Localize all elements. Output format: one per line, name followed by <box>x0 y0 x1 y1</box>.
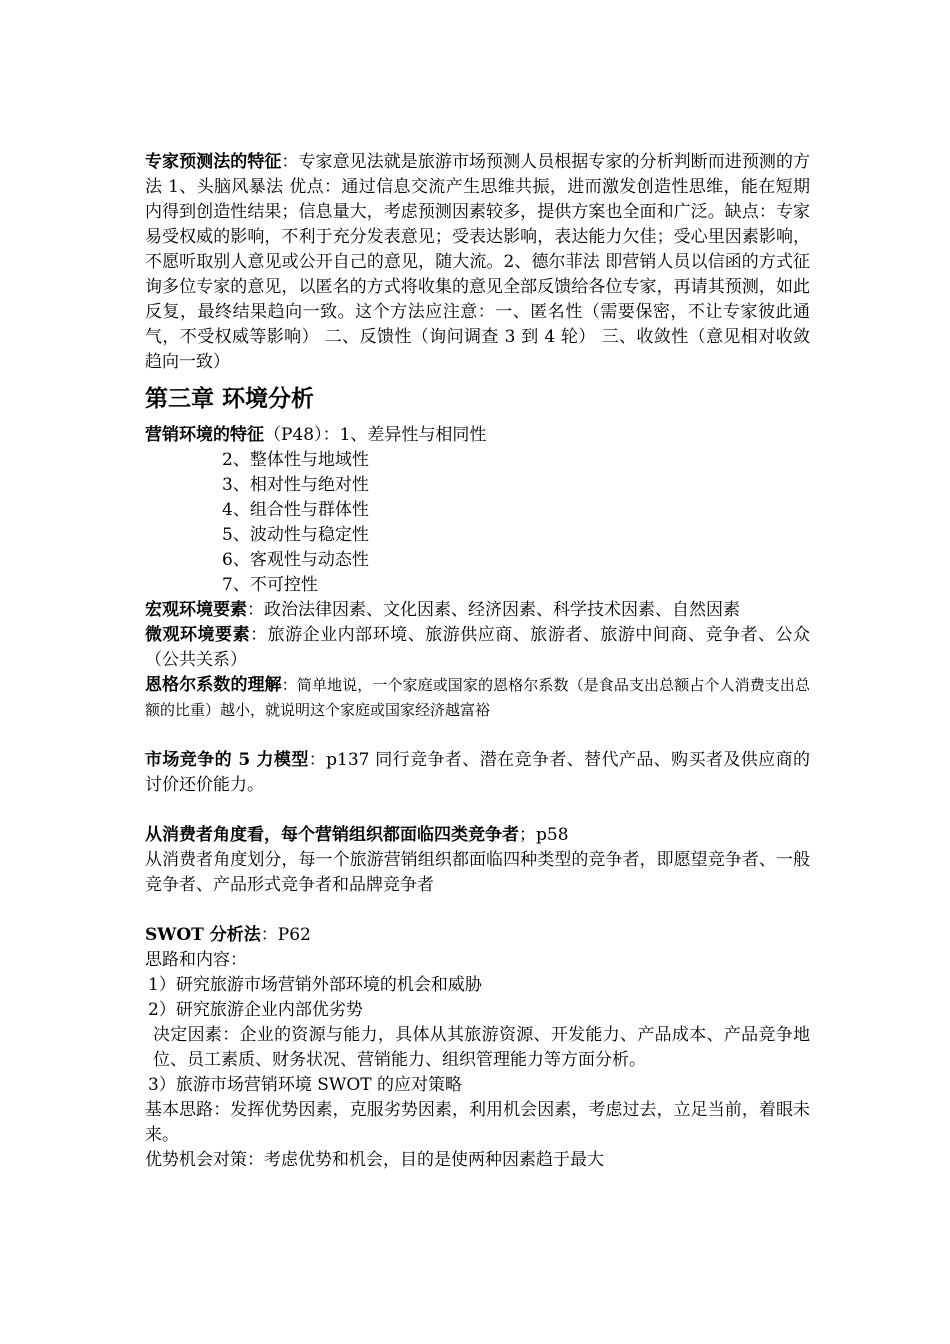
marketing-env-item: 2、整体性与地域性 <box>222 450 369 470</box>
expert-forecast-paragraph <box>145 150 810 375</box>
spacer <box>145 898 810 923</box>
marketing-env-heading: 营销环境的特征 <box>145 425 264 445</box>
five-forces-text: ：p137 同行竞争者、潜在竞争者、替代产品、购买者及供应商的讨价还价能力。 <box>145 750 811 795</box>
swot-line: 思路和内容： <box>145 950 247 970</box>
document-body <box>145 150 810 1173</box>
chapter-title: 第三章 环境分析 <box>145 385 315 412</box>
micro-env-text: ：旅游企业内部环境、旅游供应商、旅游者、旅游中间商、竞争者、公众（公共关系） <box>145 625 811 670</box>
swot-line: 3）旅游市场营销环境 SWOT 的应对策略 <box>148 1075 463 1095</box>
swot-line: 优势机会对策：考虑优势和机会，目的是使两种因素趋于最大 <box>145 1150 604 1170</box>
five-forces-heading: 市场竞争的 5 力模型 <box>145 750 309 770</box>
engel-heading: 恩格尔系数的理解 <box>145 675 282 695</box>
five-forces-paragraph <box>145 748 810 798</box>
swot-line: 1）研究旅游市场营销外部环境的机会和威胁 <box>148 975 482 995</box>
consumer-text: 从消费者角度划分，每一个旅游营销组织都面临四种类型的竞争者，即愿望竞争者、一般竞争者、产品形式竞争者和品牌竞争者 <box>145 850 810 895</box>
consumer-heading-line <box>145 823 810 848</box>
micro-env-heading: 微观环境要素 <box>145 625 251 645</box>
spacer <box>145 798 810 823</box>
swot-line: 决定因素：企业的资源与能力，具体从其旅游资源、开发能力、产品成本、产品竞争地位、员工素质、财务状况、营销能力、组织管理能力等方面分析。 <box>153 1025 810 1070</box>
macro-env-text: ：政治法律因素、文化因素、经济因素、科学技术因素、自然因素 <box>247 600 740 620</box>
swot-line: 基本思路：发挥优势因素，克服劣势因素，利用机会因素，考虑过去，立足当前，着眼未来。 <box>145 1100 810 1145</box>
expert-forecast-heading: 专家预测法的特征 <box>145 152 282 172</box>
engel-paragraph <box>145 673 810 723</box>
swot-heading-line <box>145 923 810 948</box>
marketing-env-paragraph <box>145 423 810 448</box>
marketing-env-item: 3、相对性与绝对性 <box>222 475 369 495</box>
swot-line: 2）研究旅游企业内部优劣势 <box>148 1000 363 1020</box>
consumer-ref: ；p58 <box>519 825 569 845</box>
macro-env-heading: 宏观环境要素 <box>145 600 247 620</box>
swot-heading: SWOT 分析法 <box>145 925 261 945</box>
micro-env-paragraph <box>145 623 810 673</box>
marketing-env-item: 5、波动性与稳定性 <box>222 525 369 545</box>
consumer-heading: 从消费者角度看，每个营销组织都面临四类竞争者 <box>145 825 519 845</box>
macro-env-paragraph <box>145 598 810 623</box>
engel-text: ：简单地说，一个家庭或国家的恩格尔系数（是食品支出总额占个人消费支出总额的比重）越小，就说明这个家庭或国家经济越富裕 <box>145 676 810 719</box>
marketing-env-item: 7、不可控性 <box>222 575 318 595</box>
expert-forecast-text: ：专家意见法就是旅游市场预测人员根据专家的分析判断而进预测的方法 1、头脑风暴法 优点：通过信息交流产生思维共振，进而激发创造性思维，能在短期内得到创造性结果；信息量大，考虑预测因素较多，提供方案也全面和广泛。缺点：专家易受权威的影响，不利于充分发表意见；受表达影响，表达能力欠佳；受心里因素影响，不愿听取别人意见或公开自己的意见，随大流。2、德尔菲法 即营销人员以信函的方式征询多位专家的意见，以匿名的方式将收集的意见全部反馈给各位专家，再请其预测，如此反复，最终结果趋向一致。这个方法应注意：一、匿名性（需要保密，不让专家彼此通气，不受权威等影响） 二、反馈性（询问调查 3 到 4 轮） 三、收敛性（意见相对收敛趋向一致） <box>145 152 810 372</box>
marketing-env-item: 4、组合性与群体性 <box>222 500 369 520</box>
marketing-env-ref: （P48）：1、差异性与相同性 <box>264 425 487 445</box>
spacer <box>145 723 810 748</box>
marketing-env-item: 6、客观性与动态性 <box>222 550 369 570</box>
swot-ref: ：P62 <box>260 925 311 945</box>
